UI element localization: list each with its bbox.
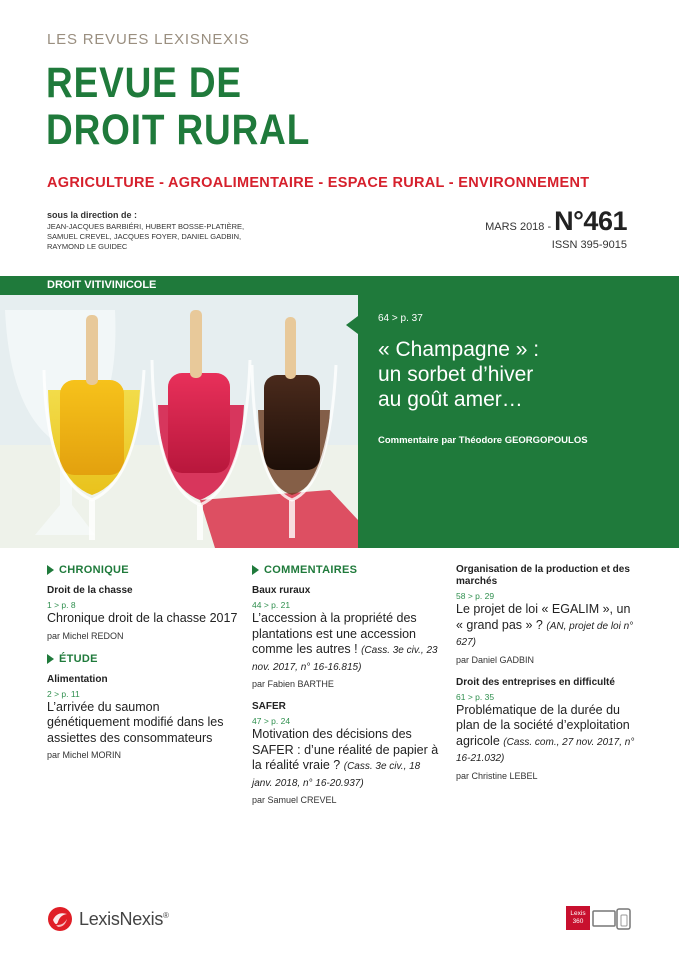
article-title: Motivation des décisions des SAFER : d’une réalité de papier à la réalité vraie ? (Cass. 3e civ., 18 janv. 2018, n° 16-20.937) bbox=[252, 727, 439, 789]
article-ref: 1 > p. 8 bbox=[47, 600, 76, 610]
section-heading-chronique: CHRONIQUE bbox=[47, 564, 242, 576]
article-title: L’accession à la propriété des plantations est une accession comme les autres ! (Cass. 3e civ., 23 nov. 2017, n° 16-16.815) bbox=[252, 611, 438, 673]
article-citation: (Cass. 3e civ., 18 janv. 2018, n° 16-20.937) bbox=[252, 761, 421, 789]
journal-title bbox=[46, 60, 310, 154]
section-heading-commentaires: COMMENTAIRES bbox=[252, 564, 442, 576]
article-category: Organisation de la production et des marchés bbox=[456, 564, 630, 587]
article-author: par Michel REDON bbox=[47, 630, 124, 641]
article-title: Le projet de loi « EGALIM », un « grand pas » ? (AN, projet de loi n° 627) bbox=[456, 602, 634, 648]
column-3 bbox=[456, 564, 636, 781]
article-ref: 2 > p. 11 bbox=[47, 688, 80, 699]
feature-panel bbox=[358, 295, 679, 548]
lexisnexis-swirl-icon bbox=[47, 906, 73, 932]
triangle-bullet-icon bbox=[252, 565, 259, 575]
article-category: Droit de la chasse bbox=[47, 585, 133, 596]
column-2 bbox=[252, 564, 442, 805]
article-author: par Samuel CREVEL bbox=[252, 795, 337, 805]
lexis360-mark: Lexis 360 bbox=[566, 906, 590, 930]
issue-number: N°461 bbox=[554, 206, 627, 236]
article-ref: 44 > p. 21 bbox=[252, 600, 291, 610]
article-citation: (AN, projet de loi n° 627) bbox=[456, 620, 634, 648]
article-category: SAFER bbox=[252, 701, 286, 712]
article-author: par Daniel GADBIN bbox=[456, 654, 535, 665]
devices-icon bbox=[592, 908, 632, 930]
lexisnexis-logo bbox=[47, 906, 169, 932]
section-band-label: DROIT VITIVINICOLE bbox=[47, 279, 157, 291]
article-title: Problématique de la durée du plan de la société d’exploitation agricole (Cass. com., 27 nov. 2017, n° 16-21.032) bbox=[456, 702, 635, 764]
article-citation: (Cass. 3e civ., 23 nov. 2017, n° 16-16.815) bbox=[252, 645, 438, 673]
title-line-2: DROIT RURAL bbox=[46, 106, 311, 154]
article-title: L’arrivée du saumon génétiquement modifié dans les assiettes des consommateurs bbox=[47, 699, 224, 745]
article-title: Chronique droit de la chasse 2017 bbox=[47, 611, 238, 625]
article-entry[interactable] bbox=[252, 585, 442, 689]
feature-pointer bbox=[346, 316, 358, 334]
series-name: LES REVUES LEXISNEXIS bbox=[47, 31, 250, 48]
direction-label: sous la direction de : bbox=[47, 210, 138, 220]
article-entry[interactable] bbox=[47, 674, 242, 761]
article-ref: 47 > p. 24 bbox=[252, 716, 291, 726]
article-author: par Michel MORIN bbox=[47, 750, 122, 760]
article-author: par Christine LEBEL bbox=[456, 770, 538, 781]
issn: ISSN 395-9015 bbox=[551, 239, 627, 251]
article-category: Baux ruraux bbox=[252, 585, 311, 596]
title-line-1: REVUE DE bbox=[46, 59, 242, 107]
article-entry[interactable] bbox=[47, 585, 242, 641]
article-entry[interactable] bbox=[456, 677, 636, 781]
feature-byline: Commentaire par Théodore GEORGOPOULOS bbox=[378, 435, 588, 446]
issue-info bbox=[485, 206, 627, 251]
section-heading-etude: ÉTUDE bbox=[47, 653, 242, 665]
article-ref: 58 > p. 29 bbox=[456, 591, 495, 601]
feature-headline[interactable] bbox=[378, 337, 539, 412]
article-author: par Fabien BARTHE bbox=[252, 679, 334, 689]
article-entry[interactable] bbox=[252, 701, 442, 805]
column-1 bbox=[47, 564, 242, 760]
lexis360-badge bbox=[566, 906, 632, 930]
article-category: Alimentation bbox=[47, 673, 108, 685]
directors-line-1: JEAN-JACQUES BARBIÉRI, HUBERT BOSSE-PLATIÈRE, bbox=[47, 222, 245, 231]
directors-line-2: SAMUEL CREVEL, JACQUES FOYER, DANIEL GADBIN, bbox=[47, 232, 242, 241]
feature-headline-line-1: « Champagne » : bbox=[378, 338, 540, 361]
directors-line-3: RAYMOND LE GUIDEC bbox=[47, 242, 128, 251]
editorial-direction bbox=[47, 210, 244, 252]
article-entry[interactable] bbox=[456, 564, 636, 665]
feature-ref: 64 > p. 37 bbox=[378, 313, 423, 324]
feature-headline-line-3: au goût amer… bbox=[378, 388, 523, 411]
article-category: Droit des entreprises en difficulté bbox=[456, 676, 615, 688]
article-ref: 61 > p. 35 bbox=[456, 691, 495, 702]
cover-photo bbox=[0, 295, 358, 548]
logo-text: LexisNexis® bbox=[79, 908, 169, 929]
ice-lolly-glasses-illustration bbox=[0, 295, 358, 548]
triangle-bullet-icon bbox=[47, 565, 54, 575]
issue-date: MARS 2018 - bbox=[485, 221, 552, 233]
journal-subtitle: AGRICULTURE - AGROALIMENTAIRE - ESPACE RURAL - ENVIRONNEMENT bbox=[47, 175, 590, 191]
feature-headline-line-2: un sorbet d’hiver bbox=[378, 363, 534, 386]
article-citation: (Cass. com., 27 nov. 2017, n° 16-21.032) bbox=[456, 736, 635, 764]
triangle-bullet-icon bbox=[47, 654, 54, 664]
